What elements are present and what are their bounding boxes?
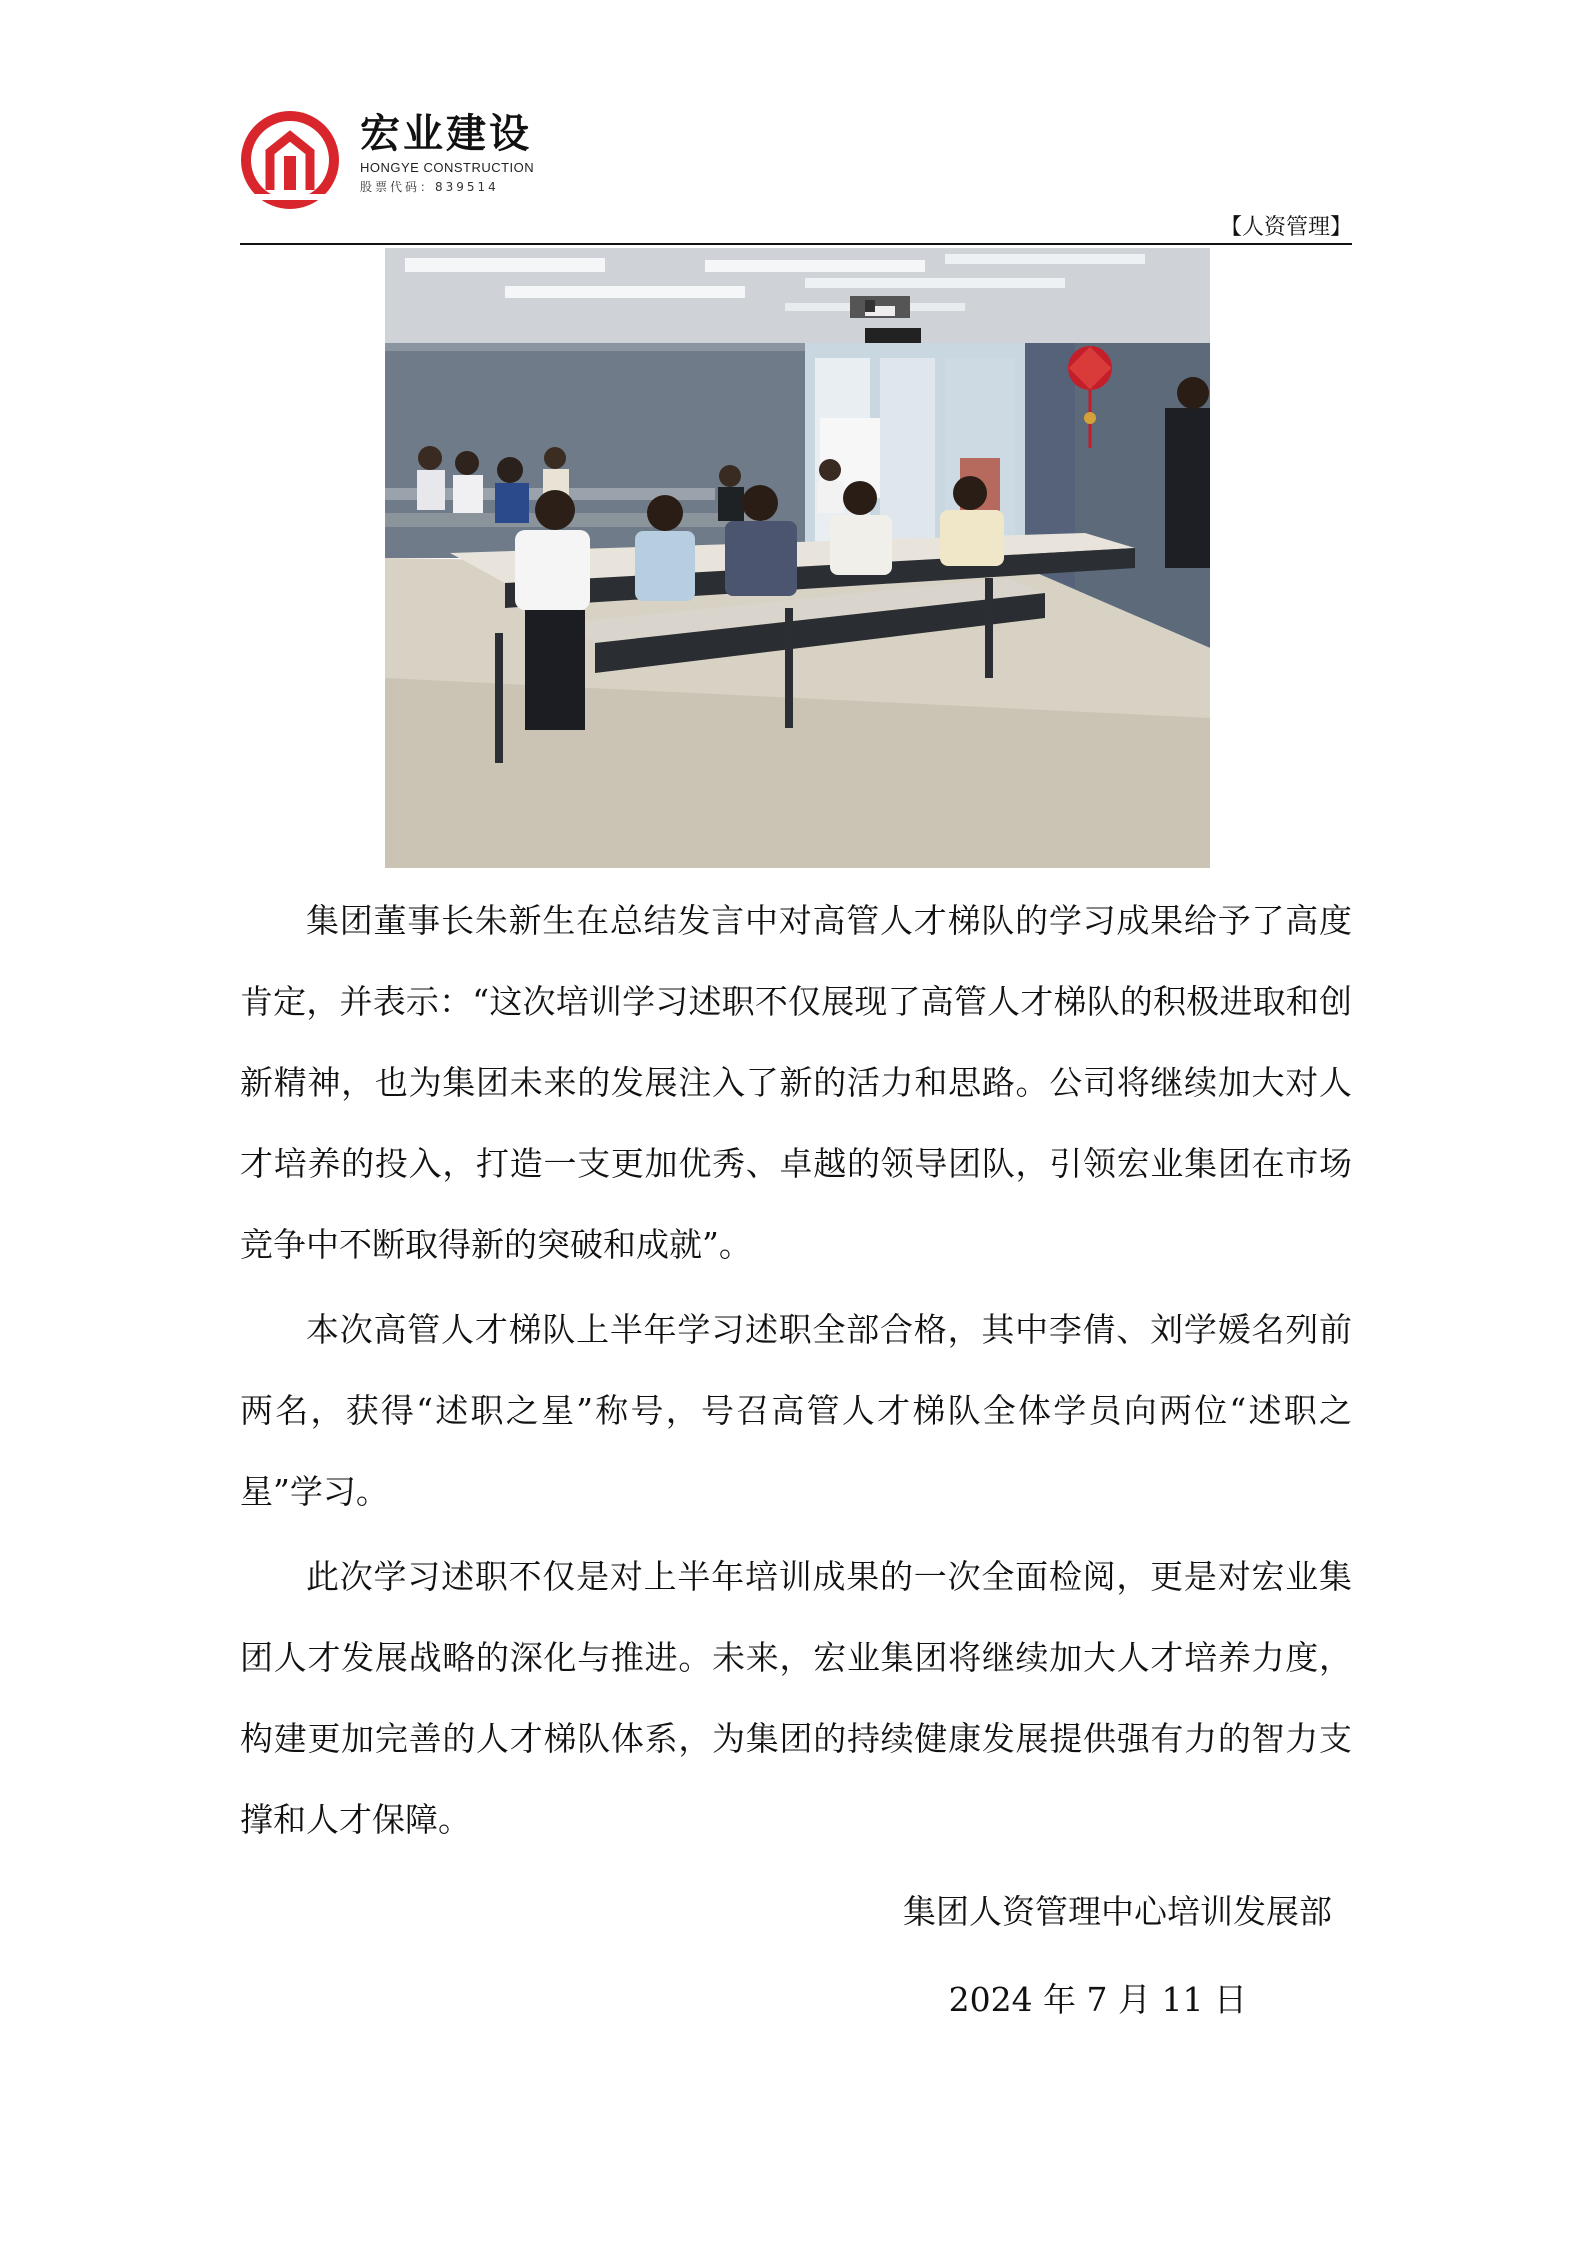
- stock-code: 股票代码：839514: [360, 180, 499, 194]
- paragraph-3: 此次学习述职不仅是对上半年培训成果的一次全面检阅，更是对宏业集团人才发展战略的深化与推进。未来，宏业集团将继续加大人才培养力度，构建更加完善的人才梯队体系，为集团的持续健康发展提供强有力的智力支撑和人才保障。: [240, 1557, 1352, 1839]
- article-body: [240, 880, 1352, 1864]
- brand-name-en: HONGYE CONSTRUCTION: [360, 160, 535, 175]
- department-tag: 【人资管理】: [1219, 215, 1352, 240]
- paragraph-2: 本次高管人才梯队上半年学习述职全部合格，其中李倩、刘学媛名列前两名，获得“述职之星”称号，号召高管人才梯队全体学员向两位“述职之星”学习。: [240, 1310, 1352, 1511]
- company-logo-icon: [240, 110, 340, 210]
- training-room-photo: [385, 248, 1210, 868]
- paragraph-1: 集团董事长朱新生在总结发言中对高管人才梯队的学习成果给予了高度肯定，并表示：“这次培训学习述职不仅展现了高管人才梯队的积极进取和创新精神，也为集团未来的发展注入了新的活力和思路。公司将继续加大对人才培养的投入，打造一支更加优秀、卓越的领导团队，引领宏业集团在市场竞争中不断取得新的突破和成就”。: [240, 901, 1352, 1264]
- date: 2024 年 7 月 11 日: [948, 1980, 1247, 2019]
- page-header: [240, 110, 1352, 245]
- signature: 集团人资管理中心培训发展部: [903, 1892, 1332, 1931]
- brand-name-cn: 宏业建设: [360, 111, 532, 157]
- header-divider: [240, 243, 1352, 245]
- brand-block: [360, 110, 534, 196]
